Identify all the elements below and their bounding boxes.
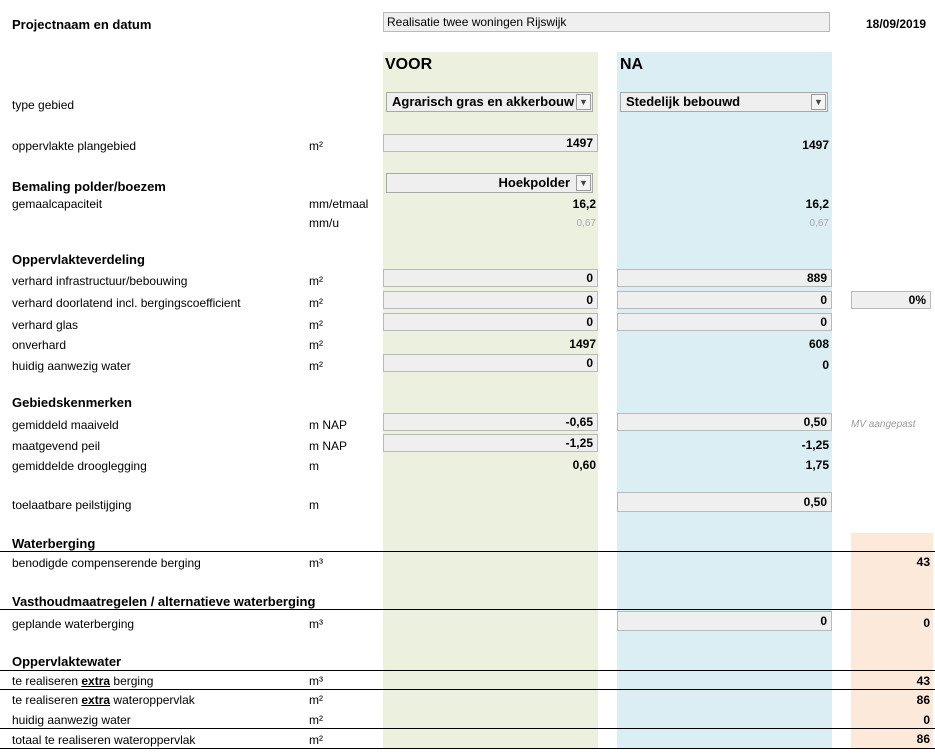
chevron-down-icon[interactable]: ▼ bbox=[811, 94, 826, 110]
bergingscoefficient-input[interactable]: 0% bbox=[851, 291, 931, 309]
maatgevend-peil-unit: m NAP bbox=[309, 439, 348, 453]
extra-berging-label: te realiseren extra berging bbox=[12, 674, 154, 688]
onverhard-label: onverhard bbox=[12, 338, 67, 352]
compenserende-berging-label: benodigde compenserende berging bbox=[12, 556, 201, 570]
huidig-water-total-label: huidig aanwezig water bbox=[12, 713, 131, 727]
huidig-water-label: huidig aanwezig water bbox=[12, 359, 131, 373]
mmu-na-value: 0,67 bbox=[809, 218, 829, 229]
type-gebied-na-value: Stedelijk bebouwd bbox=[626, 94, 741, 109]
drooglegging-voor-value: 0,60 bbox=[572, 458, 596, 472]
verhard-doorlatend-label: verhard doorlatend incl. bergingscoefficient bbox=[12, 296, 241, 310]
mmu-voor-value: 0,67 bbox=[576, 218, 596, 229]
peilstijging-label: toelaatbare peilstijging bbox=[12, 498, 132, 512]
onverhard-voor-value: 1497 bbox=[569, 337, 596, 351]
chevron-down-icon[interactable]: ▼ bbox=[576, 175, 591, 191]
drooglegging-label: gemiddelde drooglegging bbox=[12, 459, 147, 473]
type-gebied-voor-value: Agrarisch gras en akkerbouw bbox=[392, 94, 575, 109]
compenserende-berging-result: 43 bbox=[916, 555, 930, 569]
voor-header: VOOR bbox=[385, 56, 433, 73]
compenserende-berging-unit: m³ bbox=[309, 556, 323, 570]
chevron-down-icon[interactable]: ▼ bbox=[576, 94, 591, 110]
divider bbox=[0, 609, 935, 610]
verhard-infra-na-input[interactable]: 889 bbox=[617, 269, 832, 287]
maatgevend-peil-label: maatgevend peil bbox=[12, 439, 101, 453]
gemaal-label: gemaalcapaciteit bbox=[12, 197, 103, 211]
project-name-field[interactable]: Realisatie twee woningen Rijswijk bbox=[383, 12, 830, 32]
verhard-glas-unit: m² bbox=[309, 318, 323, 332]
extra-wateroppervlak-result: 86 bbox=[916, 693, 930, 707]
divider bbox=[0, 728, 935, 729]
onverhard-unit: m² bbox=[309, 338, 323, 352]
oppervlakteverdeling-header: Oppervlakteverdeling bbox=[12, 252, 145, 267]
voor-column-band bbox=[383, 52, 598, 748]
maatgevend-peil-voor-input[interactable]: -1,25 bbox=[383, 434, 598, 452]
verhard-doorlatend-na-input[interactable]: 0 bbox=[617, 291, 832, 309]
extra-berging-result: 43 bbox=[916, 674, 930, 688]
na-column-band bbox=[617, 52, 832, 748]
onverhard-na-value: 608 bbox=[808, 337, 829, 351]
huidig-water-voor-input[interactable]: 0 bbox=[383, 354, 598, 372]
verhard-glas-na-input[interactable]: 0 bbox=[617, 313, 832, 331]
oppervlakte-unit: m² bbox=[309, 139, 323, 153]
verhard-glas-label: verhard glas bbox=[12, 318, 79, 332]
gebiedskenmerken-header: Gebiedskenmerken bbox=[12, 395, 132, 410]
mv-aangepast-note: MV aangepast bbox=[851, 419, 916, 430]
geplande-berging-result: 0 bbox=[923, 616, 930, 630]
verhard-infra-unit: m² bbox=[309, 274, 323, 288]
type-gebied-label: type gebied bbox=[12, 98, 75, 112]
na-header: NA bbox=[620, 56, 644, 73]
project-label: Projectnaam en datum bbox=[12, 17, 152, 32]
huidig-water-na-value: 0 bbox=[822, 358, 829, 372]
huidig-water-unit: m² bbox=[309, 359, 323, 373]
divider bbox=[0, 670, 935, 671]
maatgevend-peil-na-value: -1,25 bbox=[801, 438, 829, 452]
geplande-berging-unit: m³ bbox=[309, 617, 323, 631]
oppervlakte-voor-input[interactable]: 1497 bbox=[383, 134, 598, 152]
divider bbox=[0, 551, 935, 552]
extra-wateroppervlak-unit: m² bbox=[309, 693, 323, 707]
geplande-berging-na-input[interactable]: 0 bbox=[617, 611, 832, 631]
verhard-infra-voor-input[interactable]: 0 bbox=[383, 269, 598, 287]
huidig-water-total-result: 0 bbox=[923, 713, 930, 727]
type-gebied-na-select[interactable] bbox=[620, 92, 828, 112]
verhard-doorlatend-voor-input[interactable]: 0 bbox=[383, 291, 598, 309]
huidig-water-total-unit: m² bbox=[309, 713, 323, 727]
gemaal-unit: mm/etmaal bbox=[309, 197, 369, 211]
type-gebied-voor-select[interactable] bbox=[386, 92, 593, 112]
bemaling-header: Bemaling polder/boezem bbox=[12, 179, 166, 194]
maaiveld-na-input[interactable]: 0,50 bbox=[617, 413, 832, 431]
drooglegging-unit: m bbox=[309, 459, 319, 473]
project-date: 18/09/2019 bbox=[866, 17, 927, 31]
verhard-glas-voor-input[interactable]: 0 bbox=[383, 313, 598, 331]
maaiveld-voor-input[interactable]: -0,65 bbox=[383, 413, 598, 431]
vasthoud-header: Vasthoudmaatregelen / alternatieve waterberging bbox=[12, 594, 316, 609]
mmu-unit: mm/u bbox=[309, 216, 339, 230]
peilstijging-unit: m bbox=[309, 498, 319, 512]
maaiveld-unit: m NAP bbox=[309, 418, 348, 432]
polder-value: Hoekpolder bbox=[498, 175, 570, 190]
oppervlaktewater-header: Oppervlaktewater bbox=[12, 654, 122, 669]
totaal-wateroppervlak-label: totaal te realiseren wateroppervlak bbox=[12, 733, 196, 747]
oppervlakte-na-value: 1497 bbox=[802, 138, 829, 152]
maaiveld-label: gemiddeld maaiveld bbox=[12, 418, 119, 432]
drooglegging-na-value: 1,75 bbox=[805, 458, 829, 472]
oppervlakte-label: oppervlakte plangebied bbox=[12, 139, 137, 153]
gemaal-na-value: 16,2 bbox=[805, 197, 829, 211]
verhard-doorlatend-unit: m² bbox=[309, 296, 323, 310]
totaal-wateroppervlak-unit: m² bbox=[309, 733, 323, 747]
extra-wateroppervlak-label: te realiseren extra wateroppervlak bbox=[12, 693, 195, 707]
verhard-infra-label: verhard infrastructuur/bebouwing bbox=[12, 274, 188, 288]
geplande-berging-label: geplande waterberging bbox=[12, 617, 135, 631]
divider bbox=[0, 689, 935, 690]
divider bbox=[0, 748, 935, 749]
peilstijging-na-input[interactable]: 0,50 bbox=[617, 492, 832, 512]
waterberging-header: Waterberging bbox=[12, 536, 96, 551]
gemaal-voor-value: 16,2 bbox=[572, 197, 596, 211]
polder-select[interactable] bbox=[386, 173, 593, 193]
extra-berging-unit: m³ bbox=[309, 674, 323, 688]
totaal-wateroppervlak-result: 86 bbox=[916, 732, 930, 746]
